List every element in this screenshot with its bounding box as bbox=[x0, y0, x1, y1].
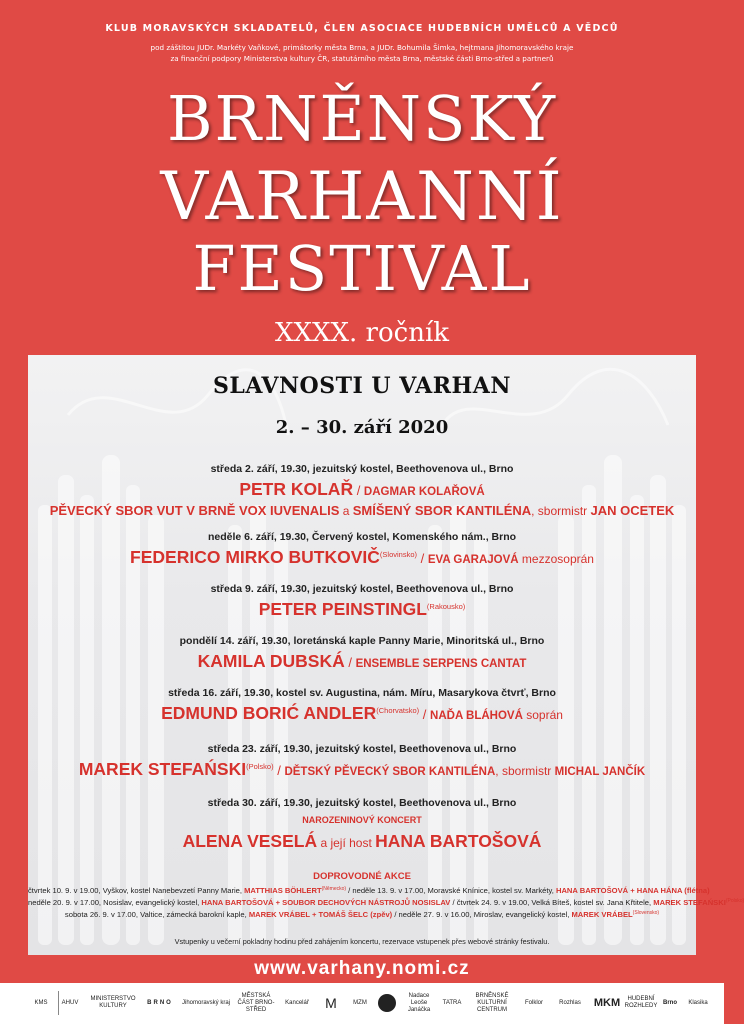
concert-info: neděle 6. září, 19.30, Červený kostel, Komenského nám., Brno bbox=[207, 531, 517, 543]
event-info: / neděle 13. 9. v 17.00, Moravské Knínice, kostel sv. Markéty, bbox=[346, 886, 556, 895]
separator: / bbox=[419, 707, 431, 722]
event-info: neděle 20. 9. v 17.00, Nosislav, evangelický kostel, bbox=[28, 898, 202, 907]
concert-performers bbox=[28, 599, 696, 620]
partner-logo: Brno bbox=[663, 999, 677, 1006]
event-country: (Německo) bbox=[321, 886, 347, 892]
performer-name: EVA GARAJOVÁ bbox=[427, 554, 519, 566]
partner-logo: MINISTERSTVO KULTURY bbox=[90, 996, 136, 1009]
performer-name: PETR KOLAŘ bbox=[239, 479, 354, 499]
concert-info: středa 23. září, 19.30, jezuitský kostel, Beethovenova ul., Brno bbox=[207, 743, 517, 755]
performer-country: (Polsko) bbox=[246, 762, 274, 771]
conductor-name: MICHAL JANČÍK bbox=[554, 766, 646, 778]
accompanying-events-line bbox=[28, 910, 696, 919]
partner-logo: KMS bbox=[34, 999, 48, 1006]
accompanying-events-line bbox=[28, 898, 744, 907]
concert-performers-line-2 bbox=[28, 503, 696, 518]
event-performer: HANA BARTOŠOVÁ + HANA HÁNA (flétna) bbox=[555, 886, 710, 895]
festival-title-line-2: VARHANNÍ bbox=[160, 158, 564, 235]
guest-label: a její host bbox=[317, 836, 376, 850]
choir-name: PĚVECKÝ SBOR VUT V BRNĚ VOX IUVENALIS bbox=[49, 503, 340, 518]
festival-website-link[interactable]: www.varhany.nomi.cz bbox=[254, 958, 470, 979]
program-dates: 2. – 30. září 2020 bbox=[275, 417, 449, 438]
separator: / bbox=[353, 483, 364, 498]
concert-info: středa 9. září, 19.30, jezuitský kostel, Beethovenova ul., Brno bbox=[210, 583, 514, 595]
performer-name: KAMILA DUBSKÁ bbox=[197, 651, 345, 671]
birthday-concert-note: NAROZENINOVÝ KONCERT bbox=[302, 815, 422, 825]
event-info: čtvrtek 10. 9. v 19.00, Vyškov, kostel Nanebevzetí Panny Marie, bbox=[28, 886, 245, 895]
conductor-name: JAN OCETEK bbox=[590, 503, 675, 518]
concert-info: středa 30. září, 19.30, jezuitský kostel, Beethovenova ul., Brno bbox=[207, 797, 517, 809]
concert-performers bbox=[28, 703, 696, 724]
event-info: sobota 26. 9. v 17.00, Valtice, zámecká barokní kaple, bbox=[64, 910, 249, 919]
role-label: , sbormistr bbox=[531, 504, 591, 518]
partner-logo: BRNO bbox=[147, 999, 173, 1006]
partner-logo: BRNĚNSKÉ KULTURNÍ CENTRUM bbox=[475, 992, 509, 1013]
performer-country: (Chorvatsko) bbox=[376, 706, 420, 715]
concert-info: středa 2. září, 19.30, jezuitský kostel, Beethovenova ul., Brno bbox=[210, 463, 514, 475]
partner-logo: Kancelář bbox=[285, 999, 309, 1006]
concert-performers bbox=[28, 651, 696, 672]
conjunction: a bbox=[339, 504, 353, 518]
concert-performers bbox=[28, 759, 696, 780]
event-performer: MATTHIAS BÖHLERT bbox=[244, 886, 322, 895]
performer-name: NAĎA BLÁHOVÁ bbox=[430, 710, 523, 722]
separator: / bbox=[417, 551, 428, 566]
partner-logo: MKM bbox=[593, 996, 621, 1009]
festival-title-line-1: BRNĚNSKÝ bbox=[166, 82, 558, 155]
partner-logo: AHUV bbox=[58, 991, 81, 1015]
partner-logo: HUDEBNÍ ROZHLEDY bbox=[624, 996, 658, 1009]
partner-logo: Nadace Leoše Janáčka bbox=[407, 992, 431, 1013]
concert-info: pondělí 14. září, 19.30, loretánská kaple Panny Marie, Minoritská ul., Brno bbox=[179, 635, 545, 647]
partner-logo: Folklor bbox=[524, 999, 543, 1006]
event-performer: MAREK VRÁBEL + TOMÁŠ ŠELC (zpěv) bbox=[248, 910, 393, 919]
partner-logo: MZM bbox=[353, 999, 367, 1006]
event-performer: MAREK STEFAŃSKI bbox=[653, 898, 726, 907]
club-name: KLUB MORAVSKÝCH SKLADATELŮ, ČLEN ASOCIACE HUDEBNÍCH UMĚLCŮ A VĚDCŮ bbox=[105, 23, 619, 34]
concert-performers bbox=[28, 547, 696, 568]
festival-title-line-3: FESTIVAL bbox=[192, 232, 532, 305]
partner-logo bbox=[376, 991, 398, 1015]
accompanying-events-title: DOPROVODNÉ AKCE bbox=[313, 871, 411, 882]
performer-role: mezzosoprán bbox=[518, 552, 594, 566]
performer-name: MAREK STEFAŃSKI bbox=[78, 759, 247, 779]
partner-logo: TATRA bbox=[442, 999, 462, 1006]
program-heading: SLAVNOSTI U VARHAN bbox=[213, 373, 511, 399]
concert-info: středa 16. září, 19.30, kostel sv. Augustina, nám. Míru, Masarykova čtvrť, Brno bbox=[168, 687, 556, 699]
choir-name: SMÍŠENÝ SBOR KANTILÉNA bbox=[352, 503, 532, 518]
event-performer: MAREK VRÁBEL bbox=[571, 910, 633, 919]
program-panel bbox=[28, 355, 744, 955]
choir-name: DĚTSKÝ PĚVECKÝ SBOR KANTILÉNA bbox=[284, 766, 496, 778]
event-performer: HANA BARTOŠOVÁ + SOUBOR DECHOVÝCH NÁSTROJŮ NOSISLAV bbox=[201, 898, 451, 907]
event-info: / neděle 27. 9. v 16.00, Miroslav, evangelický kostel, bbox=[392, 910, 572, 919]
patronage-line-2: za finanční podpory Ministerstva kultury ČR, statutárního města Brna, městské části Brno-střed a partnerů bbox=[170, 54, 554, 63]
event-info: / čtvrtek 24. 9. v 19.00, Velká Bíteš, kostel sv. Jana Křtitele, bbox=[450, 898, 654, 907]
accompanying-events-line bbox=[28, 886, 710, 895]
ticket-info: Vstupenky u večerní pokladny hodinu před zahájením koncertu, rezervace vstupenek přes webové stránky festivalu. bbox=[174, 937, 550, 946]
partner-logo: Klasika bbox=[688, 999, 708, 1006]
ensemble-name: ENSEMBLE SERPENS CANTAT bbox=[355, 658, 527, 670]
partner-logo: MĚSTSKÁ ČÁST BRNO-STŘED bbox=[237, 992, 275, 1013]
partner-logo: Rozhlas bbox=[559, 999, 581, 1006]
performer-name: PETER PEINSTINGL bbox=[258, 599, 427, 619]
event-country: (Polsko) bbox=[725, 898, 744, 904]
concert-performers bbox=[28, 831, 696, 852]
performer-name: ALENA VESELÁ bbox=[182, 831, 318, 851]
performer-name: HANA BARTOŠOVÁ bbox=[375, 831, 542, 851]
partner-logos-bar bbox=[0, 983, 724, 1024]
performer-name: FEDERICO MIRKO BUTKOVIČ bbox=[130, 547, 380, 567]
performer-name: DAGMAR KOLAŘOVÁ bbox=[363, 486, 485, 498]
separator: / bbox=[344, 655, 356, 670]
performer-country: (Rakousko) bbox=[426, 602, 466, 611]
event-country: (Slovensko) bbox=[632, 910, 660, 916]
program-content bbox=[28, 355, 744, 955]
partner-logo: M bbox=[325, 994, 337, 1011]
separator: / bbox=[273, 763, 285, 778]
performer-name: EDMUND BORIĆ ANDLER bbox=[161, 703, 377, 723]
performer-country: (Slovinsko) bbox=[379, 550, 417, 559]
patronage-line-1: pod záštitou JUDr. Markéty Vaňkové, primátorky města Brna, a JUDr. Bohumila Šimka, hejtmana Jihomoravského kraje bbox=[150, 43, 574, 52]
performer-role: soprán bbox=[522, 708, 563, 722]
partner-logo: Jihomoravský kraj bbox=[182, 999, 231, 1006]
concert-performers bbox=[28, 479, 696, 500]
circle-emblem-icon bbox=[377, 993, 397, 1013]
edition-label: XXXX. ročník bbox=[274, 318, 450, 348]
role-label: , sbormistr bbox=[495, 764, 555, 778]
